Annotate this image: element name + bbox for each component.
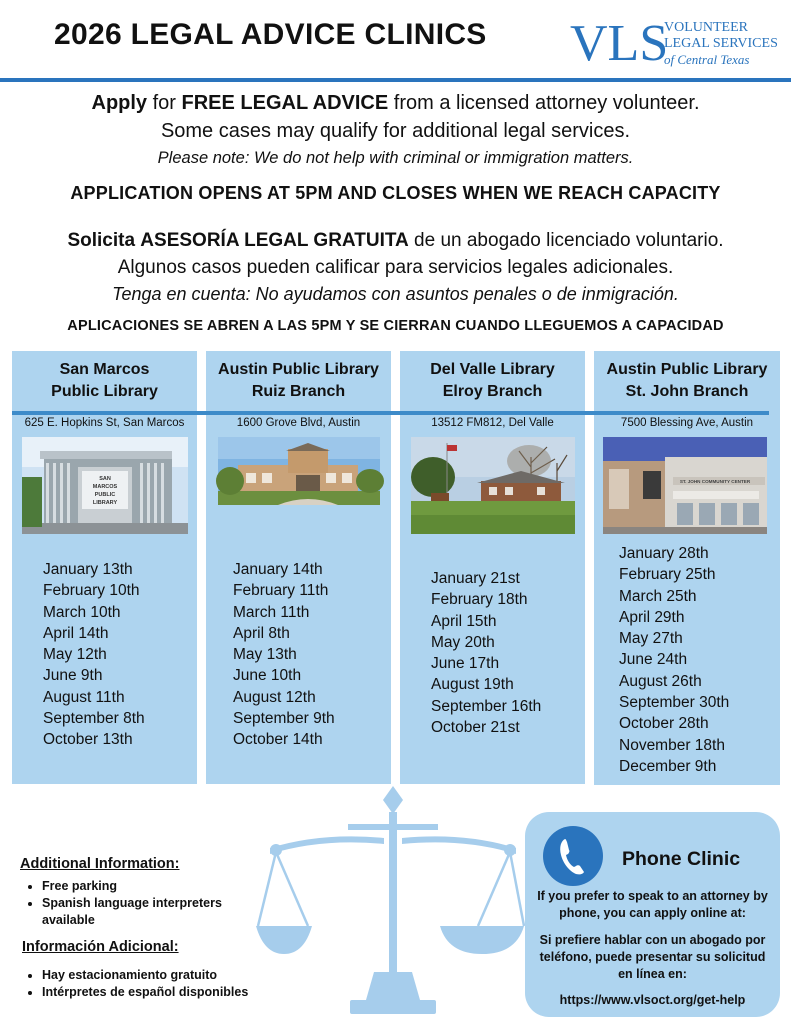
nota-text: : No ayudamos con asuntos penales o de inmigración. (245, 284, 679, 304)
location-address: 1600 Grove Blvd, Austin (236, 417, 361, 429)
application-opens-en: APPLICATION OPENS AT 5PM AND CLOSES WHEN WE REACH CAPACITY (70, 183, 721, 203)
location-address: 7500 Blessing Ave, Austin (620, 417, 754, 429)
clinic-date: March 10th (43, 603, 121, 621)
clinic-date: August 11th (43, 688, 125, 706)
header-divider (0, 78, 791, 82)
intro-en-line2: Some cases may qualify for additional legal services. (160, 120, 631, 142)
informacion-adicional-list (22, 967, 302, 1001)
location-card-st-john (594, 351, 780, 785)
additional-info-heading: Additional Information: (20, 856, 180, 872)
location-name-line1: Austin Public Library (218, 361, 379, 378)
informacion-adicional-item: • Hay estacionamiento gratuito (42, 967, 302, 984)
clinic-date: January 28th (619, 545, 709, 562)
photo-sign: ST. JOHN COMMUNITY CENTER (679, 479, 751, 484)
clinic-date: February 25th (619, 566, 716, 584)
clinic-date: August 12th (233, 688, 316, 706)
clinic-date: August 26th (619, 672, 702, 690)
clinic-date: April 29th (619, 608, 685, 626)
clinic-date: October 21st (431, 719, 520, 737)
clinic-date: June 17th (431, 655, 500, 673)
clinic-date: October 14th (233, 731, 323, 749)
location-name-line2: Public Library (51, 383, 158, 400)
clinic-date: August 19th (431, 676, 514, 694)
location-name (594, 359, 780, 403)
date-list (431, 568, 541, 738)
clinic-date: April 15th (431, 612, 497, 630)
intro-es-line2: Algunos casos pueden calificar para servicios legales adicionales. (117, 257, 674, 278)
intro-en-note (0, 147, 791, 169)
free-legal-advice: FREE LEGAL ADVICE (181, 92, 389, 114)
clinic-date: May 20th (431, 633, 495, 651)
page-title: 2026 LEGAL ADVICE CLINICS (54, 18, 487, 51)
location-name-line2: Elroy Branch (442, 383, 543, 400)
clinic-date: March 25th (619, 587, 697, 605)
location-address: 625 E. Hopkins St, San Marcos (24, 417, 185, 429)
from-text: from a licensed attorney volunteer. (388, 92, 700, 114)
logo-org-line1: VOLUNTEER (664, 20, 748, 35)
informacion-adicional-heading: Información Adicional: (22, 939, 179, 955)
clinic-date: September 8th (43, 710, 145, 728)
note-text: : We do not help with criminal or immigration matters. (244, 149, 634, 167)
photo-sign-line2: MARCOS (92, 484, 118, 490)
application-opens-es: APLICACIONES SE ABREN A LAS 5PM Y SE CIERRAN CUANDO LLEGUEMOS A CAPACIDAD (67, 318, 724, 334)
phone-clinic-es-text: Si prefiere hablar con un abogado por teléfono, puede presentar su solicitud en línea en: (539, 933, 766, 981)
clinic-date: June 10th (233, 667, 302, 685)
clinic-date: April 8th (233, 624, 290, 642)
phone-clinic-url[interactable]: https://www.vlsoct.org/get-help (559, 993, 746, 1007)
vls-logo (568, 10, 788, 72)
location-card-elroy (400, 351, 585, 784)
columns-divider-line (12, 411, 769, 415)
st-john-library-photo (603, 437, 767, 534)
clinic-date: February 18th (431, 591, 528, 609)
clinic-date: February 10th (43, 582, 140, 600)
clinic-date: September 9th (233, 710, 335, 728)
clinic-date: January 13th (43, 561, 133, 578)
location-name (400, 359, 585, 403)
phone-clinic-en-text: If you prefer to speak to an attorney by phone, you can apply online at: (537, 889, 768, 920)
san-marcos-library-photo (22, 437, 188, 534)
asesoria-legal: ASESORÍA LEGAL GRATUITA (140, 230, 409, 251)
clinic-date: October 28th (619, 715, 709, 733)
note-label: Please note (157, 149, 245, 167)
location-name (206, 359, 391, 403)
date-list (619, 543, 729, 777)
logo-org-line3: of Central Texas (664, 52, 750, 67)
logo-letters: VLS (570, 15, 669, 72)
vls-logo-mark (568, 10, 669, 72)
clinic-date: February 11th (233, 582, 329, 600)
intro-es-note (0, 281, 791, 307)
photo-sign-line3: PUBLIC (94, 492, 116, 498)
phone-icon (542, 825, 604, 887)
de-text: de un abogado licenciado voluntario. (408, 230, 724, 251)
for-word: for (147, 92, 182, 114)
nota-label: Tenga en cuenta (112, 284, 246, 304)
clinic-date: October 13th (43, 731, 133, 749)
intro-es-line1 (0, 228, 791, 254)
phone-clinic-panel (525, 812, 780, 1017)
date-list (233, 559, 335, 751)
additional-info-item: • Spanish language interpreters available (42, 895, 272, 929)
location-name (12, 359, 197, 403)
clinic-date: September 16th (431, 697, 542, 715)
intro-en-line1 (0, 90, 791, 116)
logo-org-name (664, 20, 778, 68)
clinic-date: April 14th (43, 624, 109, 642)
location-card-ruiz (206, 351, 391, 784)
location-address: 13512 FM812, Del Valle (431, 417, 554, 429)
solicita-word: Solicita (67, 230, 136, 251)
additional-info-list (22, 878, 272, 929)
clinic-date: June 9th (43, 667, 103, 685)
clinic-date: November 18th (619, 736, 725, 754)
location-name-line1: Austin Public Library (606, 361, 768, 378)
scales-of-justice-icon (262, 786, 524, 1022)
location-name-line1: San Marcos (59, 361, 150, 378)
location-card-san-marcos (12, 351, 197, 784)
clinic-date: June 24th (619, 651, 688, 669)
photo-sign-line4: LIBRARY (92, 500, 118, 506)
clinic-date: May 12th (43, 646, 107, 664)
clinic-date: March 11th (233, 603, 310, 621)
apply-word: Apply (91, 92, 148, 114)
date-list (43, 559, 145, 751)
clinic-date: January 14th (233, 561, 323, 578)
additional-info-item: • Free parking (42, 878, 272, 895)
photo-sign-line1: SAN (99, 476, 111, 482)
phone-clinic-title: Phone Clinic (622, 848, 741, 870)
clinic-date: September 30th (619, 694, 730, 712)
logo-org-line2: LEGAL SERVICES (664, 36, 778, 51)
location-name-line2: Ruiz Branch (251, 383, 346, 400)
elroy-library-photo (411, 437, 575, 534)
ruiz-library-photo (218, 437, 380, 505)
location-name-line2: St. John Branch (625, 383, 749, 400)
clinic-date: May 13th (233, 646, 297, 664)
clinic-date: December 9th (619, 757, 717, 775)
informacion-adicional-item: • Intérpretes de español disponibles (42, 984, 302, 1001)
clinic-date: January 21st (431, 570, 520, 587)
location-name-line1: Del Valle Library (430, 361, 555, 378)
clinic-date: May 27th (619, 630, 683, 648)
